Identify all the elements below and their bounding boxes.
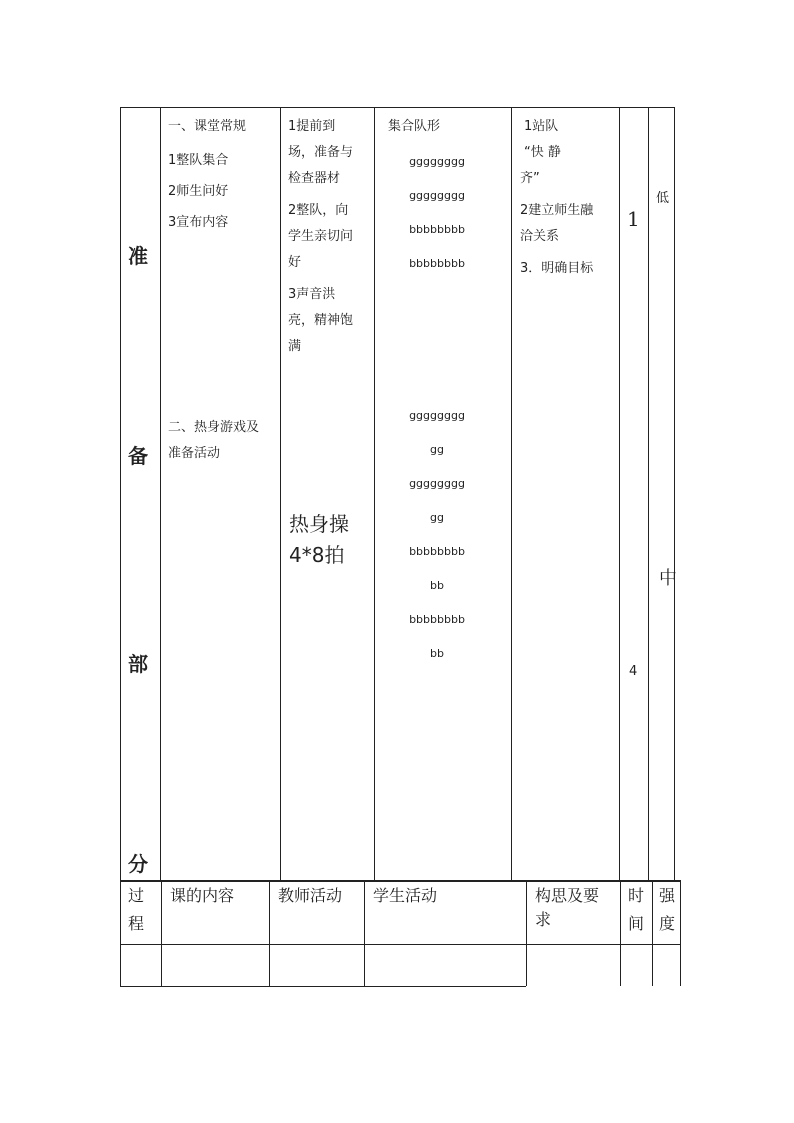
section-label-char-3: 部 (128, 652, 148, 676)
warmup-title-line-2: 准备活动 (168, 446, 221, 461)
formation-row: bbbbbbbb (409, 613, 465, 626)
teacher-line-1: 1提前到 (288, 119, 336, 134)
table-top-border (120, 107, 674, 108)
formation-row: gg (430, 443, 444, 456)
requirement-line-3: 齐” (520, 171, 540, 186)
routine-item-1: 1整队集合 (168, 153, 229, 168)
header-col-border-2 (269, 880, 270, 986)
formation-row: bb (430, 647, 444, 660)
header-intensity-line-2: 度 (659, 914, 676, 933)
header-process-line-1: 过 (128, 886, 145, 905)
routine-title: 一、课堂常规 (168, 119, 247, 134)
requirement-line-4: 2建立师生融 (520, 203, 594, 218)
col-border-4 (511, 107, 512, 880)
col-border-3 (374, 107, 375, 880)
intensity-value-1: 低 (656, 191, 670, 206)
formation-row: bb (430, 579, 444, 592)
teacher-line-2: 场，准备与 (288, 145, 354, 160)
header-requirements-line-2: 求 (535, 910, 552, 929)
teacher-line-9: 满 (288, 339, 302, 354)
formation-row: gggggggg (409, 409, 465, 422)
header-col-border-7 (680, 880, 681, 986)
formation-row: bbbbbbbb (409, 257, 465, 270)
formation-row: bbbbbbbb (409, 545, 465, 558)
header-col-border-6 (652, 880, 653, 986)
requirement-line-1: 1站队 (524, 119, 559, 134)
teacher-line-6: 好 (288, 255, 302, 270)
formation-row: gg (430, 511, 444, 524)
warmup-exercise-line-2: 4*8拍 (289, 543, 345, 567)
teacher-line-5: 学生亲切问 (288, 229, 354, 244)
col-border-5 (619, 107, 620, 880)
requirement-line-2: “快 静 (524, 145, 561, 160)
warmup-title-line-1: 二、热身游戏及 (168, 420, 260, 435)
header-col-border-4 (526, 880, 527, 986)
formation-diagram-2 (377, 399, 497, 671)
intensity-value-2: 中 (659, 568, 677, 589)
teacher-line-7: 3声音洪 (288, 287, 336, 302)
routine-item-2: 2师生问好 (168, 184, 229, 199)
teacher-line-3: 检查器材 (288, 171, 341, 186)
time-value-2: 4 (629, 664, 638, 679)
header-col-border-3 (364, 880, 365, 986)
time-value-1: 1 (627, 207, 640, 231)
formation-diagram-1 (377, 145, 497, 281)
section-label-char-2: 备 (128, 444, 148, 468)
teacher-line-8: 亮，精神饱 (288, 313, 354, 328)
formation-row: bbbbbbbb (409, 223, 465, 236)
header-col-border-1 (161, 880, 162, 986)
col-border-2 (280, 107, 281, 880)
col-border-0 (120, 107, 121, 880)
empty-row-bottom-border (120, 986, 526, 987)
header-teacher-activity: 教师活动 (278, 886, 343, 905)
formation-title: 集合队形 (388, 119, 441, 134)
requirement-line-5: 洽关系 (520, 229, 560, 244)
header-content: 课的内容 (170, 886, 235, 905)
col-border-1 (160, 107, 161, 880)
formation-row: gggggggg (409, 189, 465, 202)
header-bottom-border (120, 944, 680, 945)
header-col-border-0 (120, 880, 121, 986)
formation-row: gggggggg (409, 477, 465, 490)
warmup-exercise-line-1: 热身操 (289, 512, 349, 536)
header-intensity-line-1: 强 (659, 886, 676, 905)
section-label-char-4: 分 (128, 852, 148, 876)
section-label-char-1: 准 (128, 244, 148, 268)
header-col-border-5 (620, 880, 621, 986)
header-student-activity: 学生活动 (373, 886, 438, 905)
col-border-6 (648, 107, 649, 880)
header-process-line-2: 程 (128, 914, 145, 933)
formation-row: gggggggg (409, 155, 465, 168)
header-requirements-line-1: 构思及要 (535, 886, 600, 905)
teacher-line-4: 2整队，向 (288, 203, 349, 218)
requirement-line-6: 3．明确目标 (520, 261, 594, 276)
header-time-line-1: 时 (628, 886, 645, 905)
routine-item-3: 3宣布内容 (168, 215, 229, 230)
col-border-7 (674, 107, 675, 880)
header-time-line-2: 间 (628, 914, 645, 933)
header-top-border (120, 880, 680, 882)
